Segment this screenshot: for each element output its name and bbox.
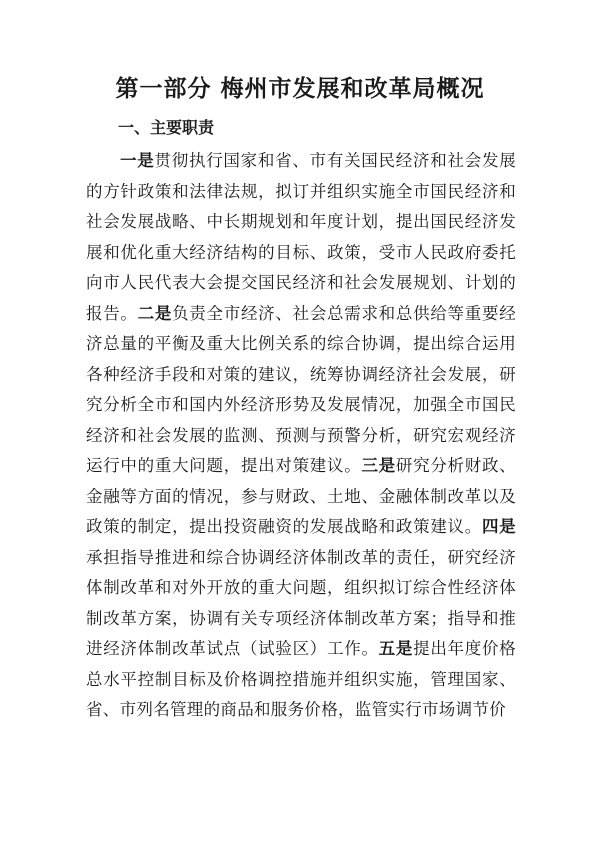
- item-marker-5: 五是: [378, 639, 414, 658]
- item-marker-1: 一是: [120, 151, 155, 170]
- item-text-5: 提出年度价格总水平控制目标及价格调控措施并组织实施，管理国家、省、市列名管理的商品和服务价格，监管实行市场调节价: [86, 639, 516, 719]
- item-marker-4: 四是: [481, 517, 516, 536]
- page-title: 第一部分 梅州市发展和改革局概况: [115, 75, 485, 102]
- body-paragraph: [86, 146, 516, 726]
- item-marker-2: 二是: [137, 303, 173, 323]
- item-text-1: 贯彻执行国家和省、市有关国民经济和社会发展的方针政策和法律法规，拟订并组织实施全市国民经济和社会发展战略、中长期规划和年度计划，提出国民经济发展和优化重大经济结构的目标、政策，受市人民政府委托向市人民代表大会提交国民经济和社会发展规划、计划的报告。: [86, 151, 516, 323]
- section-heading: 一、主要职责: [118, 118, 215, 137]
- item-text-2: 负责全市经济、社会总需求和总供给等重要经济总量的平衡及重大比例关系的综合协调，提出综合运用各种经济手段和对策的建议，统筹协调经济社会发展，研究分析全市和国内外经济形势及发展情况，加强全市国民经济和社会发展的监测、预测与预警分析，研究宏观经济运行中的重大问题，提出对策建议。: [86, 303, 516, 475]
- item-marker-3: 三是: [361, 456, 396, 475]
- item-text-3: 研究分析财政、金融等方面的情况，参与财政、土地、金融体制改革以及政策的制定，提出投资融资的发展战略和政策建议。: [86, 456, 516, 536]
- item-text-4: 承担指导推进和综合协调经济体制改革的责任，研究经济体制改革和对外开放的重大问题，组织拟订综合性经济体制改革方案，协调有关专项经济体制改革方案；指导和推进经济体制改革试点（试验区）工作。: [86, 547, 516, 658]
